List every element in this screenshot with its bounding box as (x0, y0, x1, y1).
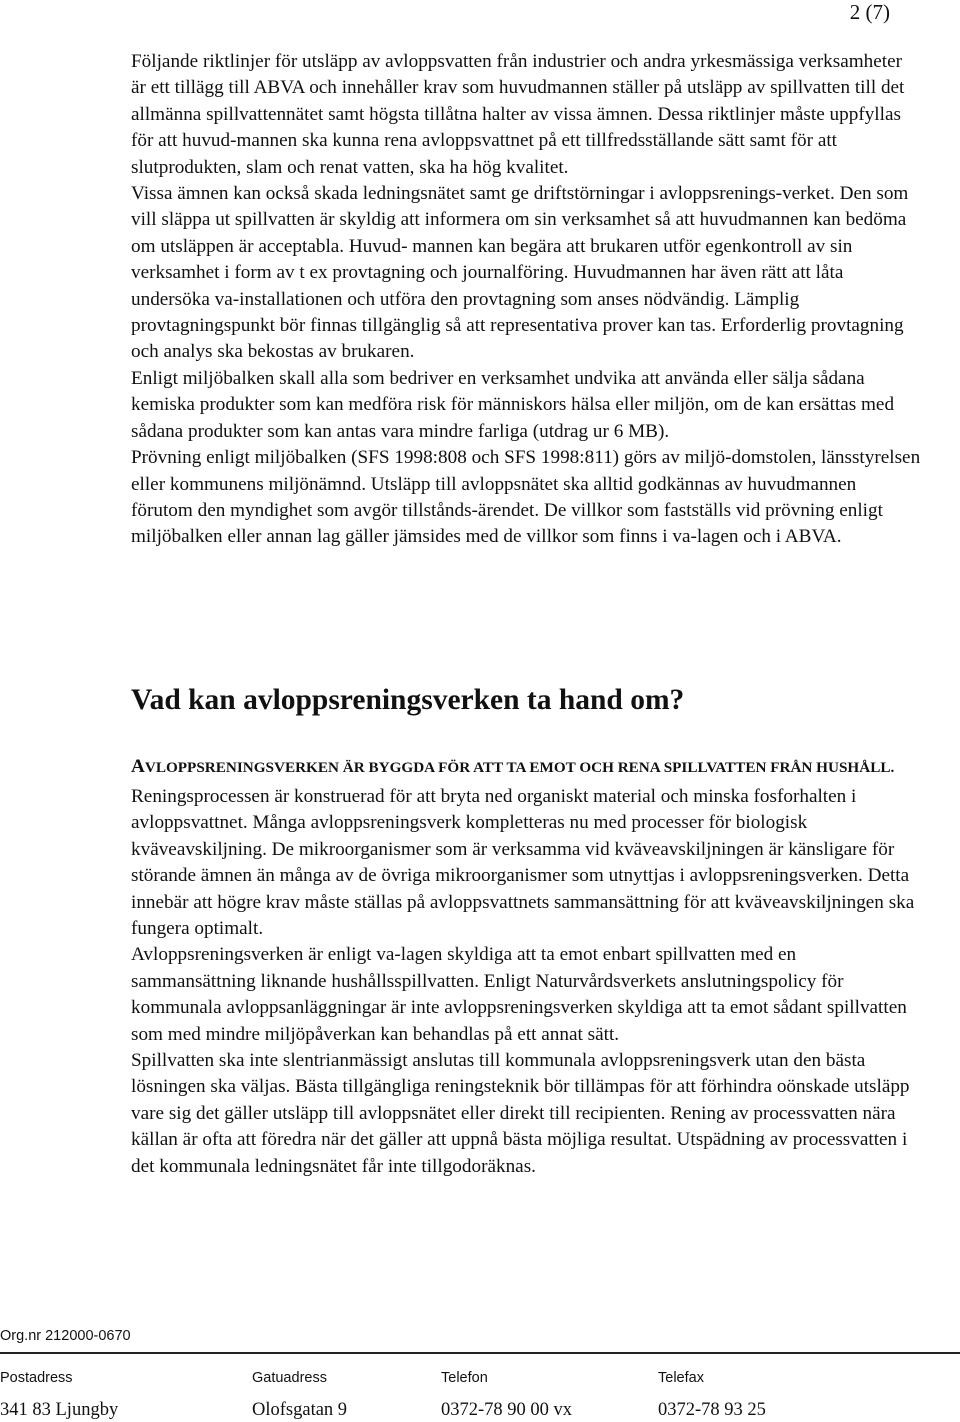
section-heading: Vad kan avloppsreningsverken ta hand om? (131, 684, 685, 716)
page-number: 2 (7) (849, 0, 890, 24)
paragraph: Enligt miljöbalken skall alla som bedriver en verksamhet undvika att använda eller sälja sådana kemiska produkter som kan medföra risk för människors hälsa eller miljön, om de kan ersättas med sådana produkter som kan antas vara mindre farliga (utdrag ur 6 MB). (131, 367, 895, 442)
footer-divider (0, 1352, 960, 1354)
street-address-label: Gatuadress (252, 1370, 327, 1386)
treatment-section (131, 751, 921, 1180)
paragraph: Prövning enligt miljöbalken (SFS 1998:808 och SFS 1998:811) görs av miljö-domstolen, länsstyrelsen eller kommunens miljönämnd. Utsläpp till avloppsnätet ska alltid godkännas av huvudmannen förutom den myndighet som avgör tillstånds-ärendet. De villkor som fastställs vid prövning enligt miljöbalken eller annan lag gäller jämsides med de villkor som finns i va-lagen och i ABVA. (131, 447, 921, 548)
street-address-value: Olofsgatan 9 (252, 1400, 348, 1420)
smallcaps-initial: A (131, 756, 145, 777)
postal-address-label: Postadress (0, 1370, 73, 1386)
paragraph: Spillvatten ska inte slentrianmässigt anslutas till kommunala avloppsreningsverk utan den bästa lösningen ska väljas. Bästa tillgängliga reningsteknik bör tillämpas för att förhindra oönskade utsläpp vare sig det gäller utsläpp till avloppsnätet eller direkt till recipienten. Rening av processvatten nära källan är ofta att föredra när det gäller att uppnå bästa möjliga resultat. Utspädning av processvatten i det kommunala ledningsnätet får inte tillgodoräknas. (131, 1050, 910, 1177)
paragraph: Reningsprocessen är konstruerad för att bryta ned organiskt material och minska fosforhalten i avloppsvattnet. Många avloppsreningsverk kompletteras nu med processer för biologisk kväveavskiljning. De mikroorganismer som är verksamma vid kväveavskiljningen är känsligare för störande ämnen än många av de övriga mikroorganismer som utnyttjas i avloppsreningsverken. Detta innebär att högre krav måste ställas på avloppsvattnets sammansättning för att kväveavskiljningen ska fungera optimalt. (131, 786, 915, 940)
paragraph: Avloppsreningsverken är enligt va-lagen skyldiga att ta emot enbart spillvatten med en sammansättning liknande hushållsspillvatten. Enligt Naturvårdsverkets anslutningspolicy för kommunala avloppsanläggningar är inte avloppsreningsverken skyldiga att ta emot sådant spillvatten som med mindre miljöpåverkan kan behandlas på ett annat sätt. (131, 944, 907, 1045)
intro-section (131, 49, 921, 551)
phone-label: Telefon (441, 1370, 488, 1386)
postal-address-value: 341 83 Ljungby (0, 1400, 119, 1420)
fax-value: 0372-78 93 25 (658, 1400, 766, 1420)
org-number: Org.nr 212000-0670 (0, 1328, 131, 1344)
paragraph: Följande riktlinjer för utsläpp av avloppsvatten från industrier och andra yrkesmässiga verksamheter är ett tillägg till ABVA och innehåller krav som huvudmannen ställer på utsläpp av spillvatten till det allmänna spillvattennätet samt högsta tillåtna halter av vissa ämnen. Dessa riktlinjer måste uppfyllas för att huvud-mannen ska kunna rena avloppsvattnet på ett tillfredsställande sätt samt för att slutprodukten, slam och renat vatten, ska ha hög kvalitet. (131, 51, 905, 178)
smallcaps-text: VLOPPSRENINGSVERKEN ÄR BYGGDA FÖR ATT TA EMOT OCH RENA SPILLVATTEN FRÅN HUSHÅLL. (144, 759, 895, 776)
phone-value: 0372-78 90 00 vx (441, 1400, 573, 1420)
fax-label: Telefax (658, 1370, 704, 1386)
paragraph: Vissa ämnen kan också skada ledningsnätet samt ge driftstörningar i avloppsrenings-verket. Den som vill släppa ut spillvatten är skyldig att informera om sin verksamhet så att huvudmannen kan bedöma om utsläppen är acceptabla. Huvud- mannen kan begära att brukaren utför egenkontroll av sin verksamhet i form av t ex provtagning och journalföring. Huvudmannen har även rätt att låta undersöka va-installationen och utföra den provtagning som anses nödvändig. Lämplig provtagningspunkt bör finnas tillgänglig så att representativa prover kan tas. Erforderlig provtagning och analys ska bekostas av brukaren. (131, 183, 909, 363)
smallcaps-lead (131, 751, 921, 784)
